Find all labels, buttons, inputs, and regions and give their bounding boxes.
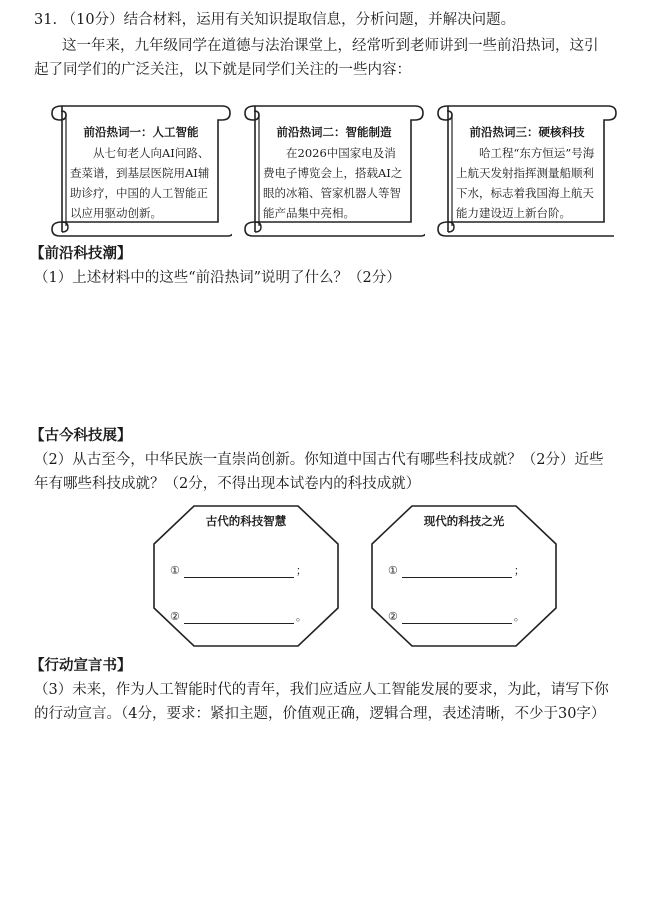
item-marker: ② [388, 610, 398, 623]
answer-blank-modern-2[interactable] [388, 608, 525, 624]
scroll-body-1: 从七旬老人向AI问路、查菜谱，到基层医院用AI辅助诊疗，中国的人工智能正以应用驱动创新。 [70, 146, 210, 220]
answer-blank-modern-1[interactable] [388, 562, 525, 578]
answer-line[interactable] [184, 611, 294, 624]
question-3-line-2: 的行动宣言。（4分，要求：紧扣主题，价值观正确，逻辑合理，表述清晰，不少于30字） [34, 706, 606, 722]
octagon-ancient [148, 500, 344, 652]
item-punct: ； [513, 564, 525, 577]
scroll-card-3 [430, 96, 618, 242]
scroll-body-3: 哈工程“东方恒运”号海上航天发射指挥测量船顺利下水，标志着我国海上航天能力建设迈上新台阶。 [456, 146, 595, 220]
item-punct: 。 [513, 610, 525, 623]
answer-line[interactable] [402, 611, 512, 624]
octagon-title-modern: 现代的科技之光 [423, 514, 505, 528]
answer-line[interactable] [184, 565, 294, 578]
item-marker: ① [388, 564, 398, 577]
question-1: （1）上述材料中的这些“前沿热词”说明了什么？（2分） [34, 270, 401, 286]
item-marker: ② [170, 610, 180, 623]
scroll-title-1: 前沿热词一：人工智能 [83, 125, 199, 139]
answer-line[interactable] [402, 565, 512, 578]
question-2-line-2: 年有哪些科技成就？（2分，不得出现本试卷内的科技成就） [34, 476, 421, 492]
section-heading-3: 【行动宣言书】 [30, 657, 132, 674]
octagon-title-ancient: 古代的科技智慧 [205, 514, 287, 528]
answer-blank-ancient-2[interactable] [170, 608, 307, 624]
item-marker: ① [170, 564, 180, 577]
question-header: 31. （10分）结合材料，运用有关知识提取信息，分析问题，并解决问题。 [34, 12, 516, 28]
octagon-modern [366, 500, 562, 652]
intro-line-1: 这一年来，九年级同学在道德与法治课堂上，经常听到老师讲到一些前沿热词，这引 [62, 38, 599, 54]
question-3-line-1: （3）未来，作为人工智能时代的青年，我们应适应人工智能发展的要求，为此，请写下你 [34, 682, 609, 698]
section-heading-2: 【古今科技展】 [30, 427, 132, 444]
scroll-card-1 [44, 96, 232, 242]
scroll-card-2 [237, 96, 425, 242]
section-heading-1: 【前沿科技潮】 [30, 245, 132, 262]
scroll-title-3: 前沿热词三：硬核科技 [469, 125, 585, 139]
answer-blank-ancient-1[interactable] [170, 562, 307, 578]
question-2-line-1: （2）从古至今，中华民族一直崇尚创新。你知道中国古代有哪些科技成就？（2分）近些 [34, 452, 604, 468]
scroll-body-2: 在2026中国家电及消费电子博览会上，搭载AI之眼的冰箱、管家机器人等智能产品集中亮相。 [263, 146, 403, 220]
item-punct: ； [295, 564, 307, 577]
scroll-title-2: 前沿热词二：智能制造 [276, 125, 392, 139]
intro-line-2: 起了同学们的广泛关注，以下就是同学们关注的一些内容： [34, 62, 411, 78]
item-punct: 。 [295, 610, 307, 623]
